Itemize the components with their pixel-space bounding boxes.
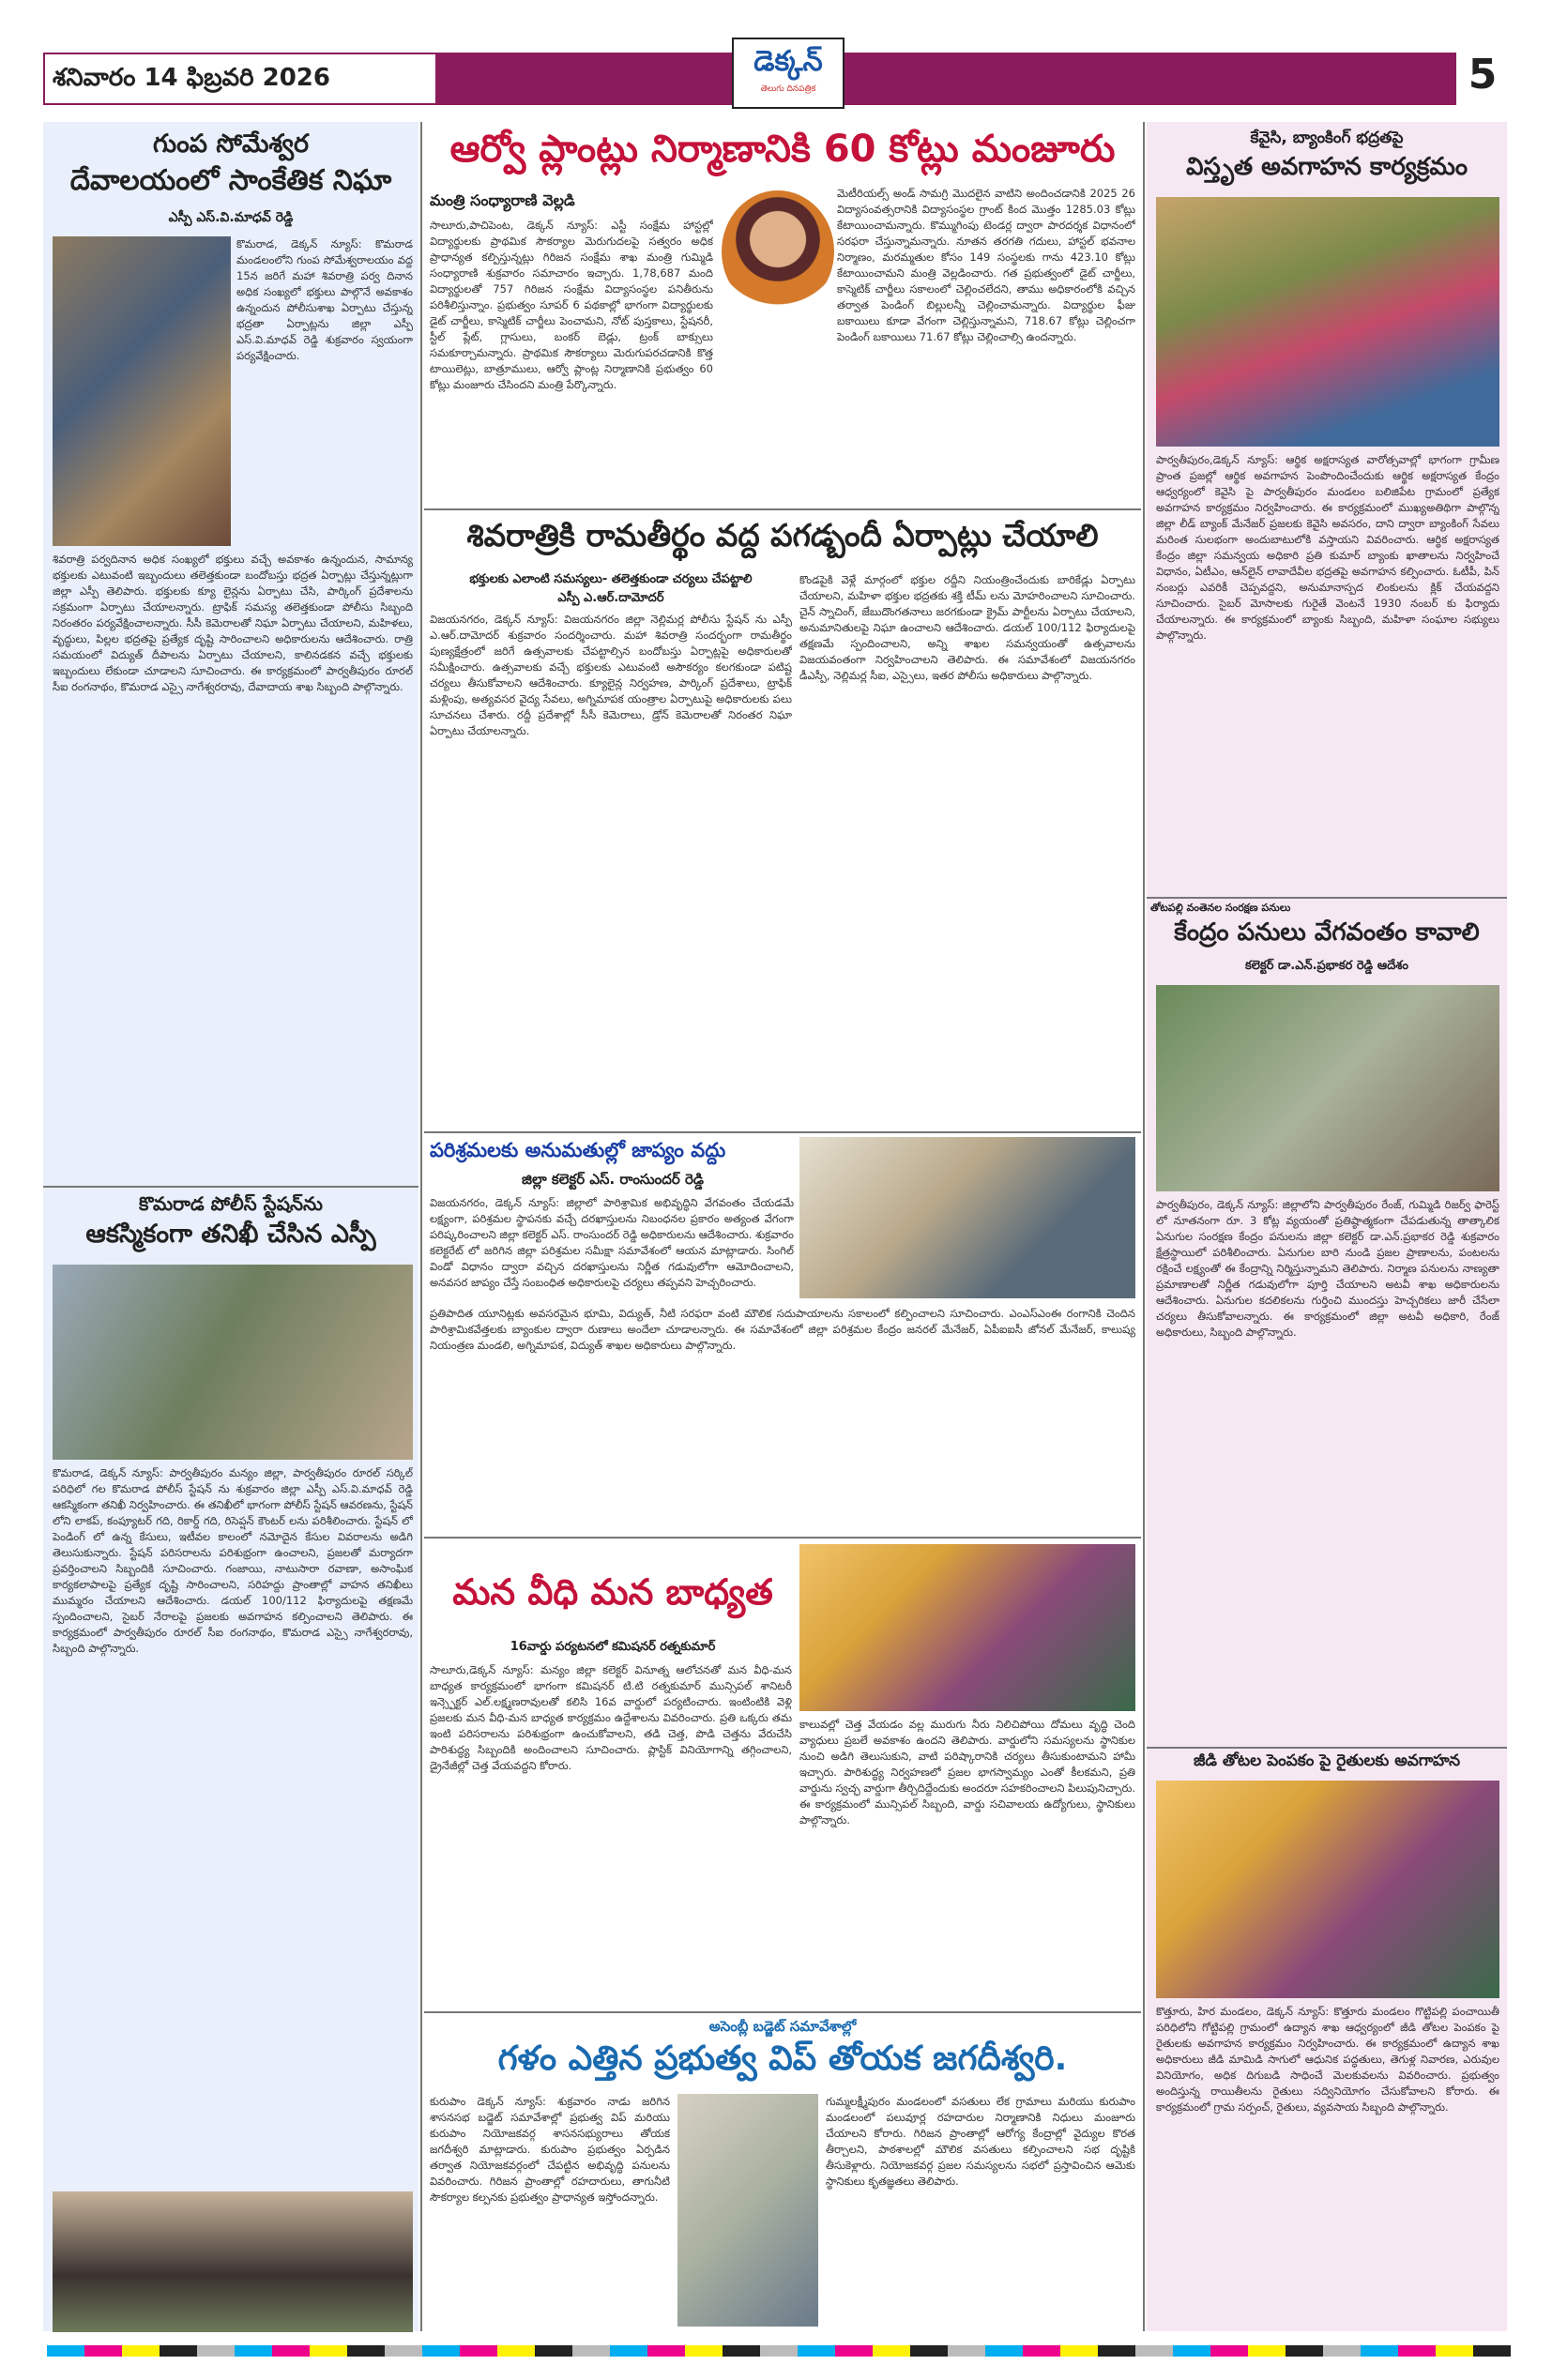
left-a1-title-1: గుంప సోమేశ్వర	[153, 129, 309, 159]
left-a2-body: కొమరాడ, డెక్కన్ న్యూస్: పార్వతీపురం మన్యం జిల్లా, పార్వతీపురం రూరల్ సర్కిల్ పరిధిలో గల కొమరాడ పోలీస్ స్టేషన్ ను శుక్రవారం జిల్లా ఎస్పీ ఎస్.వి.మాధవ్ రెడ్డి ఆకస్మికంగా తనిఖీ నిర్వహించారు. ఈ తనిఖీలో భాగంగా పోలీస్ స్టేషన్ ఆవరణను, స్టేషన్ లోని లాకప్, కంప్యూటర్ గది, రికార్డ్ గది, రిసెప్షన్ కౌంటర్ లను పరిశీలించారు. స్టేషన్ లో పెండింగ్ లో ఉన్న కేసులు, ఇటీవల కాలంలో నమోదైన కేసుల వివరాలను అడిగి తెలుసుకున్నారు. స్టేషన్ పరిసరాలను పరిశుభ్రంగా ఉంచాలని, ప్రజలతో మర్యాదగా ప్రవర్తించాలని సిబ్బందికి సూచించారు. గంజాయి, నాటుసారా రవాణా, అసాంఘిక కార్యకలాపాలపై ప్రత్యేక దృష్టి సారించాలని, సరిహద్దు ప్రాంతాల్లో వాహన తనిఖీలు ముమ్మరం చేయాలని ఆదేశించారు. డయల్ 100/112 ఫిర్యాదులపై తక్షణమే స్పందించాలని, సైబర్ నేరాలపై ప్రజలకు అవగాహన కల్పించాలని తెలిపారు. ఈ కార్యక్రమంలో పార్వతీపురం రూరల్ సీఐ రంగనాథం, కొమరాడ ఎస్సై నాగేశ్వరరావు, సిబ్బంది పాల్గొన్నారు.	[53, 1466, 413, 1655]
center-a5-photo	[677, 2094, 818, 2327]
right-a1-photo	[1156, 197, 1499, 447]
newspaper-logo	[732, 38, 844, 109]
right-a1-title: విస్తృత అవగాహన కార్యక్రమం	[1185, 153, 1468, 181]
center-a2-left: విజయనగరం, డెక్కన్ న్యూస్: విజయనగరం జిల్లా నెల్లిమర్ల పోలీసు స్టేషన్ ను ఎస్పీ ఎ.ఆర్.దామోదర్ శుక్రవారం సందర్శించారు. మహా శివరాత్రి సందర్భంగా రామతీర్థం పుణ్యక్షేత్రంలో జరిగే ఉత్సవాలకు చేపట్టాల్సిన బందోబస్తు ఏర్పాట్లపై అధికారులతో సమీక్షించారు. ఉత్సవాలకు వచ్చే భక్తులకు ఎటువంటి అసౌకర్యం కలగకుండా పటిష్ట చర్యలు తీసుకోవాలని ఆదేశించారు. క్యూలైన్ల నిర్వహణ, పార్కింగ్ ప్రదేశాలు, ట్రాఫిక్ మళ్లింపు, అత్యవసర వైద్య సేవలు, అగ్నిమాపక యంత్రాల ఏర్పాటుపై అధికారులకు పలు సూచనలు చేశారు. రద్దీ ప్రదేశాల్లో సీసీ కెమెరాలు, డ్రోన్ కెమెరాలతో నిరంతర నిఘా ఏర్పాటు చేయాలన్నారు.	[430, 613, 792, 737]
right-a2-title: కేంద్రం పనులు వేగవంతం కావాలి	[1174, 918, 1480, 947]
right-divider-2	[1147, 1747, 1507, 1749]
left-a2-photo	[53, 1265, 413, 1460]
left-a1-photo	[53, 236, 231, 546]
center-a4-title: మన వీధి మన బాధ్యత	[452, 1571, 773, 1613]
left-a2-title: ఆకస్మికంగా తనిఖీ చేసిన ఎస్పీ	[85, 1220, 376, 1249]
right-a2-kicker: తోటపల్లి వంతెనల సంరక్షణ పనులు	[1150, 902, 1291, 914]
center-a5-right: గుమ్మలక్ష్మీపురం మండలంలో వసతులు లేక గ్రామాలు మరియు కురుపాం మండలంలో పలువూర్ల రహదారుల నిర్మాణానికి నిధులు మంజూరు చేయాలని కోరారు. గిరిజన ప్రాంతాల్లో ఆరోగ్య కేంద్రాల్లో వైద్యుల కొరత తీర్చాలని, పాఠశాలల్లో మౌలిక వసతులు కల్పించాలని సభ దృష్టికి తీసుకెళ్లారు. నియోజకవర్గ ప్రజల సమస్యలను సభలో ప్రస్తావించిన ఆమెకు స్థానికులు కృతజ్ఞతలు తెలిపారు.	[826, 2095, 1135, 2188]
issue-date: శనివారం 14 ఫిబ్రవరి 2026	[43, 53, 437, 105]
center-divider-1	[424, 508, 1141, 510]
right-a2-photo	[1156, 985, 1499, 1191]
center-a5-kicker: అసెంబ్లీ బడ్జెట్ సమావేశాల్లో	[708, 2018, 857, 2035]
center-a1-left: సాలూరు,పాచిపెంట, డెక్కన్ న్యూస్: ఎస్టీ సంక్షేమ హాస్టల్లో విద్యార్థులకు ప్రాథమిక సౌకర్యాల మెరుగుదలపై సత్వరం అధిక ప్రాధాన్యత కల్పిస్తున్నట్లు గిరిజన సంక్షేమ శాఖ మంత్రి గుమ్మిడి సంధ్యారాణి శుక్రవారం సమాచారం ఇచ్చారు. 1,78,687 మంది విద్యార్థులతో 757 గిరిజన సంక్షేమ విద్యాసంస్థల పనితీరును పరిశీలిస్తున్నాం. ప్రభుత్వం సూపర్ 6 పథకాల్లో భాగంగా విద్యార్థులకు డైట్ చార్జీలు, కాస్మెటిక్ చార్జీలు పెంచామని, నోట్ పుస్తకాలు, స్టేషనరీ, స్టీల్ ప్లేట్, గ్లాసులు, బంకర్ బెడ్లు, ట్రంక్ బాక్సులు సమకూర్చామన్నారు. ప్రాథమిక సౌకర్యాలు మెరుగుపరచడానికి కొత్త టాయిలెట్లు, బాత్రూములు, ఆర్వో ప్లాంట్ల నిర్మాణానికి ప్రభుత్వం 60 కోట్లు మంజూరు చేసిందని మంత్రి పేర్కొన్నారు.	[430, 219, 713, 391]
left-a2-kicker: కొమరాడ పోలీస్ స్టేషన్‌ను	[139, 1192, 323, 1215]
color-registration-strip	[47, 2345, 1511, 2357]
left-a1-body: శివరాత్రి పర్వదినాన అధిక సంఖ్యలో భక్తులు వచ్చే అవకాశం ఉన్నందున, సామాన్య భక్తులకు ఎటువంటి ఇబ్బందులు తలెత్తకుండా బందోబస్తు భద్రత ఏర్పాట్లు చేస్తున్నట్లుగా జిల్లా ఎస్పీ తెలిపారు. భక్తులకు క్యూ లైన్లను ఏర్పాటు చేసి, పార్కింగ్ ప్రదేశాలను సక్రమంగా ఏర్పాటు చేయాలన్నారు. ట్రాఫిక్ సమస్య తలెత్తకుండా పోలీసు సిబ్బంది నిరంతరం పర్యవేక్షించాలన్నారు. సీసీ కెమెరాలతో నిఘా ఏర్పాటు చేయాలని, మహిళలు, వృద్ధులు, పిల్లల భద్రతపై ప్రత్యేక దృష్టి సారించాలని అధికారులను ఆదేశించారు. రాత్రి సమయంలో విద్యుత్ దీపాలను ఏర్పాటు చేయాలని, కాలినడకన వచ్చే భక్తులకు ఇబ్బందులు లేకుండా చూడాలని సూచించారు. ఈ కార్యక్రమంలో పార్వతీపురం రూరల్ సీఐ రంగనాథం, కొమరాడ ఎస్సై నాగేశ్వరరావు, దేవాదాయ శాఖ సిబ్బంది పాల్గొన్నారు.	[53, 553, 413, 693]
left-a1-title-2: దేవాలయంలో సాంకేతిక నిఘా	[69, 164, 392, 197]
right-a1-body: పార్వతీపురం,డెక్కన్ న్యూస్: ఆర్థిక అక్షరాస్యత వారోత్సవాల్లో భాగంగా గ్రామీణ ప్రాంత ప్రజల్లో ఆర్థిక అవగాహన పెంపొందించేందుకు ఆర్థిక అక్షరాస్యత కేంద్రం ఆధ్వర్యంలో కెవైసి పై పార్వతీపురం మండలం బలిజిపేట గ్రామంలో ప్రత్యేక అవగాహన కార్యక్రమం నిర్వహించారు. ఈ కార్యక్రమంలో ముఖ్యఅతిథిగా పాల్గొన్న జిల్లా లీడ్ బ్యాంక్ మేనేజర్ ప్రజలకు కెవైసి అవసరం, దాని ద్వారా బ్యాంకింగ్ సేవలు మరింత సులభంగా అందుబాటులోకి వస్తాయని వివరించారు. ఆర్థిక అక్షరాస్యత కేంద్రం జిల్లా సమన్వయ అధికారి ప్రతి కుమార్ బ్యాంకు ఖాతాలను నిర్వహించే విధానం, ఏటీఎం, ఆన్‌లైన్ లావాదేవీల భద్రతపై అవగాహన కల్పించారు. ఓటీపీ, పిన్ నంబర్లు ఎవరికీ చెప్పవద్దని, అనుమానాస్పద లింకులను క్లిక్ చేయవద్దని సూచించారు. సైబర్ మోసాలకు గురైతే వెంటనే 1930 నంబర్ కు ఫిర్యాదు చేయాలన్నారు. ఈ కార్యక్రమంలో బ్యాంకు సిబ్బంది, మహిళా సంఘాల సభ్యులు పాల్గొన్నారు.	[1156, 453, 1499, 642]
left-divider-1	[43, 1186, 418, 1188]
right-a3-photo	[1156, 1781, 1499, 1998]
right-a2-body: పార్వతీపురం, డెక్కన్ న్యూస్: జిల్లాలోని పార్వతీపురం రేంజ్, గుమ్మిడి రిజర్వ్ ఫారెస్ట్ లో నూతనంగా రూ. 3 కోట్ల వ్యయంతో ప్రతిష్ఠాత్మకంగా చేపడుతున్న తాత్కాలిక ఏనుగుల సంరక్షణ కేంద్రం పనులను జిల్లా కలెక్టర్ డా.ఎన్.ప్రభాకర రెడ్డి శుక్రవారం క్షేత్రస్థాయిలో పరిశీలించారు. ఏనుగుల బారి నుండి ప్రజల ప్రాణాలను, పంటలను రక్షించే లక్ష్యంతో ఈ కేంద్రాన్ని నిర్మిస్తున్నామని తెలిపారు. నిర్మాణ పనులను నాణ్యతా ప్రమాణాలతో నిర్ణీత గడువులోగా పూర్తి చేయాలని అటవీ శాఖ అధికారులను ఆదేశించారు. ఏనుగుల కదలికలను గుర్తించి ముందస్తు హెచ్చరికలు జారీ చేసేలా చర్యలు తీసుకోవాలన్నారు. ఈ కార్యక్రమంలో జిల్లా అటవీ అధికారి, రేంజ్ అధికారులు, సిబ్బంది పాల్గొన్నారు.	[1156, 1198, 1499, 1339]
center-a3-left: విజయనగరం, డెక్కన్ న్యూస్: జిల్లాలో పారిశ్రామిక అభివృద్ధిని వేగవంతం చేయడమే లక్ష్యంగా, పరిశ్రమల స్థాపనకు వచ్చే దరఖాస్తులను నిబంధనల ప్రకారం అత్యంత వేగంగా పరిష్కరించాలని జిల్లా కలెక్టర్ ఎస్. రాంసుందర్ రెడ్డి అధికారులను ఆదేశించారు. శుక్రవారం కలెక్టరేట్ లో జరిగిన జిల్లా పరిశ్రమల సమీక్షా సమావేశంలో ఆయన మాట్లాడారు. సింగిల్ విండో విధానం ద్వారా వచ్చిన దరఖాస్తులను నిర్ణీత గడువులోగా ఆమోదించాలని, అనవసర జాప్యం చేస్తే సంబంధిత అధికారులపై చర్యలు తప్పవని హెచ్చరించారు.	[430, 1196, 794, 1289]
right-a1-kicker: కేవైసి, బ్యాంకింగ్ భద్రతపై	[1250, 129, 1404, 147]
left-a2-photo-2	[53, 2191, 413, 2332]
center-divider-4	[424, 2011, 1141, 2013]
logo-tagline: తెలుగు దినపత్రిక	[760, 84, 816, 94]
center-a1-title: ఆర్వో ప్లాంట్లు నిర్మాణానికి 60 కోట్లు మంజూరు	[449, 128, 1116, 171]
left-a1-lead: కొమరాడ, డెక్కన్ న్యూస్: కొమరాడ మండలంలోని గుంప సోమేశ్వరాలయం వద్ద 15న జరిగే మహా శివరాత్రి పర్వ దినాన అధిక సంఖ్యలో భక్తులు పాల్గొనే అవకాశం ఉన్నందున పోలీసుశాఖ ఏర్పాటు చేస్తున్న భద్రతా ఏర్పాట్లను జిల్లా ఎస్పీ ఎస్.వి.మాధవ్ రెడ్డి శుక్రవారం స్వయంగా పర్యవేక్షించారు.	[236, 237, 413, 362]
center-a5-left: కురుపాం డెక్కన్ న్యూస్: శుక్రవారం నాడు జరిగిన శాసనసభ బడ్జెట్ సమావేశాల్లో ప్రభుత్వ విప్ మరియు కురుపాం నియోజకవర్గ శాసనసభ్యురాలు తోయక జగదీశ్వరి మాట్లాడారు. కురుపాం ప్రభుత్వం ఏర్పడిన తర్వాత నియోజకవర్గంలో చేపట్టిన అభివృద్ధి పనులను వివరించారు. గిరిజన ప్రాంతాల్లో రహదారులు, తాగునీటి సౌకర్యాల కల్పనకు ప్రభుత్వం ప్రాధాన్యత ఇస్తోందన్నారు.	[430, 2095, 670, 2204]
center-divider-3	[424, 1537, 1141, 1539]
right-a2-byline: కలెక్టర్ డా.ఎన్.ప్రభాకర రెడ్డి ఆదేశం	[1245, 959, 1408, 973]
column-rule-left	[420, 122, 422, 2331]
center-a3-byline: జిల్లా కలెక్టర్ ఎస్. రాంసుందర్ రెడ్డి	[522, 1171, 704, 1188]
center-a2-kicker: భక్తులకు ఎలాంటి సమస్యలు- తలెత్తకుండా చర్యలు చేపట్టాలి	[469, 572, 753, 586]
center-a2-right: కొండపైకి వెళ్లే మార్గంలో భక్తుల రద్దీని నియంత్రించేందుకు బారికేడ్లు ఏర్పాటు చేయాలని, మహిళా భక్తుల భద్రతకు శక్తి టీమ్ లను మోహరించాలని సూచించారు. చైన్ స్నాచింగ్, జేబుదొంగతనాలు జరగకుండా క్రైమ్ పార్టీలను ఏర్పాటు చేయాలని, అనుమానితులపై నిఘా ఉంచాలని ఆదేశించారు. డయల్ 100/112 ఫిర్యాదులపై తక్షణమే స్పందించాలని, అన్ని శాఖల సమన్వయంతో ఉత్సవాలను విజయవంతంగా నిర్వహించాలని తెలిపారు. ఈ సమావేశంలో విజయనగరం డీఎస్పీ, నెల్లిమర్ల సీఐ, ఎస్సైలు, ఇతర పోలీసు అధికారులు పాల్గొన్నారు.	[799, 573, 1135, 682]
minister-photo	[719, 188, 837, 315]
column-rule-right	[1143, 122, 1145, 2331]
right-a3-title: జీడి తోటల పెంపకం పై రైతులకు అవగాహన	[1194, 1751, 1460, 1770]
center-a4-byline: 16వార్డు పర్యటనలో కమిషనర్ రత్నకుమార్	[510, 1640, 716, 1654]
center-a3-photo	[799, 1137, 1135, 1298]
page-number: 5	[1456, 45, 1509, 105]
center-divider-2	[424, 1131, 1141, 1133]
logo-text: డెక్కన్	[753, 45, 823, 78]
center-a4-left: సాలూరు,డెక్కన్ న్యూస్: మన్యం జిల్లా కలెక్టర్ వినూత్న ఆలోచనతో మన వీధి-మన బాధ్యత కార్యక్రమంలో భాగంగా కమిషనర్ టి.టి రత్నకుమార్ మున్సిపల్ శానిటరీ ఇన్స్పెక్టర్ ఎల్.లక్ష్మణరావులతో కలిసి 16వ వార్డులో పర్యటించారు. ఇంటింటికి వెళ్లి ప్రజలకు మన వీధి-మన బాధ్యత కార్యక్రమం ఉద్దేశాలను వివరించారు. ప్రతి ఒక్కరు తమ ఇంటి పరిసరాలను పరిశుభ్రంగా ఉంచుకోవాలని, తడి చెత్త, పొడి చెత్తను వేరుచేసి పారిశుద్ధ్య సిబ్బందికి అందించాలని సూచించారు. ప్లాస్టిక్ వినియోగాన్ని తగ్గించాలని, డ్రైనేజీల్లో చెత్త వేయవద్దని కోరారు.	[430, 1663, 792, 1772]
left-a1-byline: ఎస్పీ ఎస్.వి.మాధవ్ రెడ్డి	[168, 210, 294, 225]
center-a1-byline: మంత్రి సంధ్యారాణి వెల్లడి	[430, 191, 575, 209]
center-a2-byline: ఎస్పీ ఎ.ఆర్.దామోదర్	[557, 591, 664, 605]
center-a1-right: మెటీరియల్స్ అండ్ సామగ్రి మొదలైన వాటిని అందించడానికి 2025 26 విద్యాసంవత్సరానికి విద్యాసంస్థల గ్రాంట్ కింద మొత్తం 1285.03 కోట్లు కేటాయించామన్నారు. కొమ్ముగింపు టెండర్ల ద్వారా పారదర్శక విధానంలో సరఫరా చేస్తున్నామన్నారు. నూతన తరగతి గదులు, హాస్టల్ భవనాల నిర్మాణం, మరమ్మతుల కోసం 149 సంస్థలకు గాను 423.10 కోట్లు కేటాయించామని మంత్రి వెల్లడించారు. గత ప్రభుత్వంలో డైట్ చార్జీలు, కాస్మెటిక్ చార్జీలు సకాలంలో చెల్లించలేదని, తాము అధికారంలోకి వచ్చిన తర్వాత పెండింగ్ బిల్లులన్నీ చెల్లించామన్నారు. విద్యార్థుల ఫీజు బకాయిలు కూడా వేగంగా చెల్లిస్తున్నామని, 718.67 కోట్లు చెల్లించగా పెండింగ్ బకాయిలు 71.67 కోట్లు చెల్లించాల్సి ఉందన్నారు.	[837, 187, 1135, 343]
center-a3-title: పరిశ్రమలకు అనుమతుల్లో జాప్యం వద్దు	[430, 1139, 726, 1161]
center-a5-title: గళం ఎత్తిన ప్రభుత్వ విప్ తోయక జగదీశ్వరి.	[497, 2039, 1068, 2078]
right-divider-1	[1147, 897, 1507, 899]
center-a3-full: ప్రతిపాదిత యూనిట్లకు అవసరమైన భూమి, విద్యుత్, నీటి సరఫరా వంటి మౌలిక సదుపాయాలను సకాలంలో కల్పించాలని సూచించారు. ఎంఎస్ఎంఈ రంగానికి చెందిన పారిశ్రామికవేత్తలకు బ్యాంకుల ద్వారా రుణాలు అందేలా చూడాలన్నారు. ఈ సమావేశంలో జిల్లా పరిశ్రమల కేంద్రం జనరల్ మేనేజర్, ఏపీఐఐసీ జోనల్ మేనేజర్, కాలుష్య నియంత్రణ మండలి, అగ్నిమాపక, విద్యుత్ శాఖల అధికారులు పాల్గొన్నారు.	[430, 1307, 1135, 1352]
right-a3-body: కొత్తూరు, హిర మండలం, డెక్కన్ న్యూస్: కొత్తూరు మండలం గొట్టిపల్లి పంచాయితీ పరిధిలోని గోట్టిపల్లి గ్రామంలో ఉద్యాన శాఖ ఆధ్వర్యంలో జీడి తోటల పెంపకం పై రైతులకు అవగాహన కార్యక్రమం నిర్వహించారు. ఈ కార్యక్రమంలో ఉద్యాన శాఖ అధికారులు జీడి మామిడి సాగులో ఆధునిక పద్ధతులు, తెగుళ్ల నివారణ, ఎరువుల వినియోగం, అధిక దిగుబడి సాధించే మెలకువలను వివరించారు. ప్రభుత్వం అందిస్తున్న రాయితీలను రైతులు సద్వినియోగం చేసుకోవాలని కోరారు. ఈ కార్యక్రమంలో గ్రామ సర్పంచ్, రైతులు, వ్యవసాయ సిబ్బంది పాల్గొన్నారు.	[1156, 2005, 1499, 2114]
center-a4-right: కాలువల్లో చెత్త వేయడం వల్ల మురుగు నీరు నిలిచిపోయి దోమలు వృద్ధి చెంది వ్యాధులు ప్రబలే అవకాశం ఉందని తెలిపారు. వార్డులోని సమస్యలను స్థానికుల నుంచి అడిగి తెలుసుకుని, వాటి పరిష్కారానికి చర్యలు తీసుకుంటామని హామీ ఇచ్చారు. పారిశుద్ధ్య నిర్వహణలో ప్రజల భాగస్వామ్యం ఎంతో కీలకమని, ప్రతి వార్డును స్వచ్ఛ వార్డుగా తీర్చిదిద్దేందుకు అందరూ సహకరించాలని పిలుపునిచ్చారు. ఈ కార్యక్రమంలో మున్సిపల్ సిబ్బంది, వార్డు సచివాలయ ఉద్యోగులు, స్థానికులు పాల్గొన్నారు.	[799, 1718, 1135, 1827]
center-a2-title: శివరాత్రికి రామతీర్థం వద్ద పగడ్బందీ ఏర్పాట్లు చేయాలి	[466, 517, 1099, 553]
center-a4-photo	[799, 1544, 1135, 1711]
